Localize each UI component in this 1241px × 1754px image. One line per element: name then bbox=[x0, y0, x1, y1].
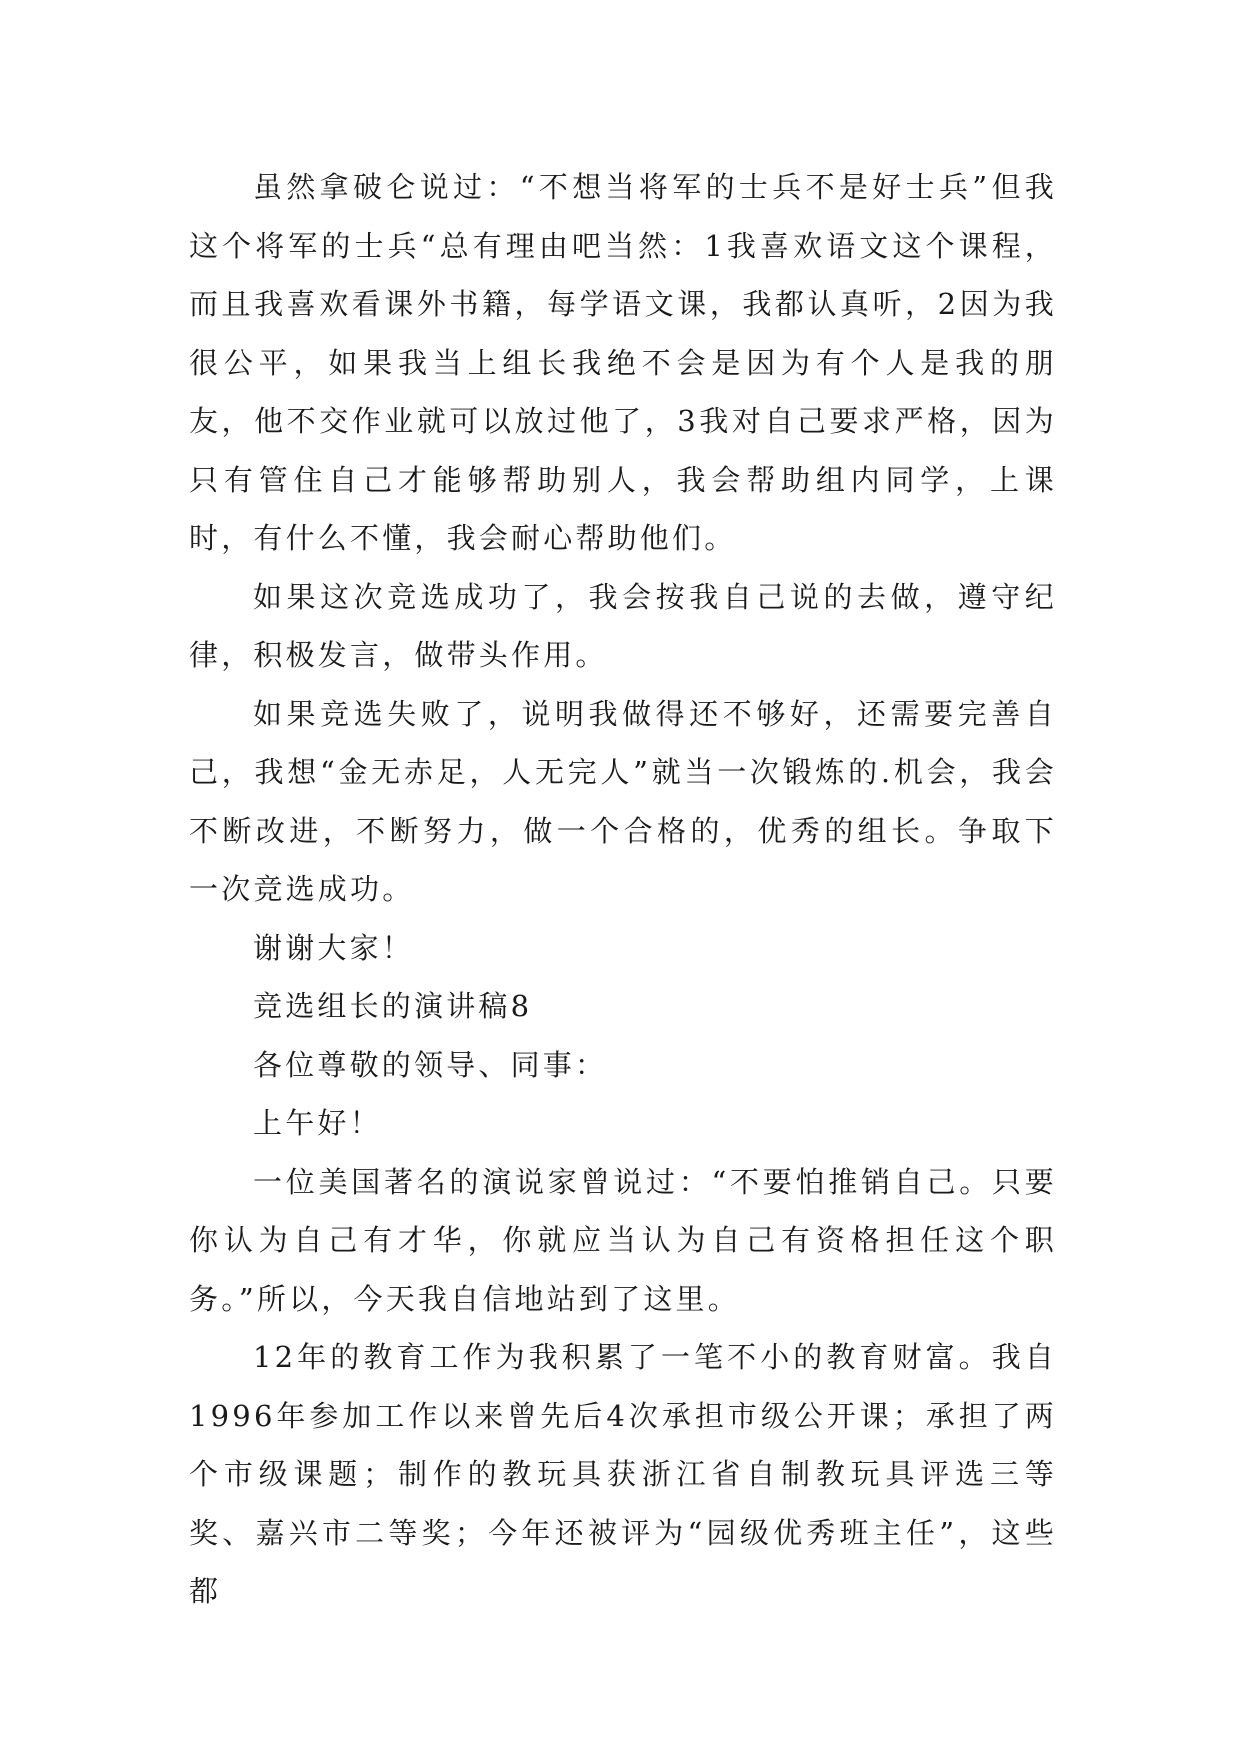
section-heading: 竞选组长的演讲稿8 bbox=[253, 989, 533, 1023]
paragraph-thanks: 谢谢大家！ bbox=[253, 930, 415, 965]
paragraph-salutation: 各位尊敬的领导、同事： bbox=[253, 1047, 608, 1082]
paragraph-greeting: 上午好！ bbox=[253, 1106, 382, 1140]
paragraph-if-failed: 如果竞选失败了，说明我做得还不够好，还需要完善自己，我想“金无赤足，人无完人”就当一次锻炼的.机会，我会不断改进，不断努力，做一个合格的，优秀的组长。争取下一次竞选成功。 bbox=[189, 696, 1057, 906]
paragraph-napoleon-quote: 虽然拿破仑说过：“不想当将军的士兵不是好士兵”但我这个将军的士兵“总有理由吧当然：1我喜欢语文这个课程，而且我喜欢看课外书籍，每学语文课，我都认真听，2因为我很公平，如果我当上组长我绝不会是因为有个人是我的朋友，他不交作业就可以放过他了，3我对自己要求严格，因为只有管住自己才能够帮助别人，我会帮助组内同学，上课时，有什么不懂，我会耐心帮助他们。 bbox=[189, 170, 1057, 555]
paragraph-speaker-quote: 一位美国著名的演说家曾说过：“不要怕推销自己。只要你认为自己有才华，你就应当认为自己有资格担任这个职务。”所以，今天我自信地站到了这里。 bbox=[189, 1164, 1057, 1316]
document-body bbox=[189, 158, 1057, 1621]
paragraph-experience: 12年的教育工作为我积累了一笔不小的教育财富。我自1996年参加工作以来曾先后4次承担市级公开课；承担了两个市级课题；制作的教玩具获浙江省自制教玩具评选三等奖、嘉兴市二等奖；今年还被评为“园级优秀班主任”，这些都 bbox=[189, 1340, 1057, 1608]
paragraph-if-elected: 如果这次竞选成功了，我会按我自己说的去做，遵守纪律，积极发言，做带头作用。 bbox=[189, 579, 1057, 672]
